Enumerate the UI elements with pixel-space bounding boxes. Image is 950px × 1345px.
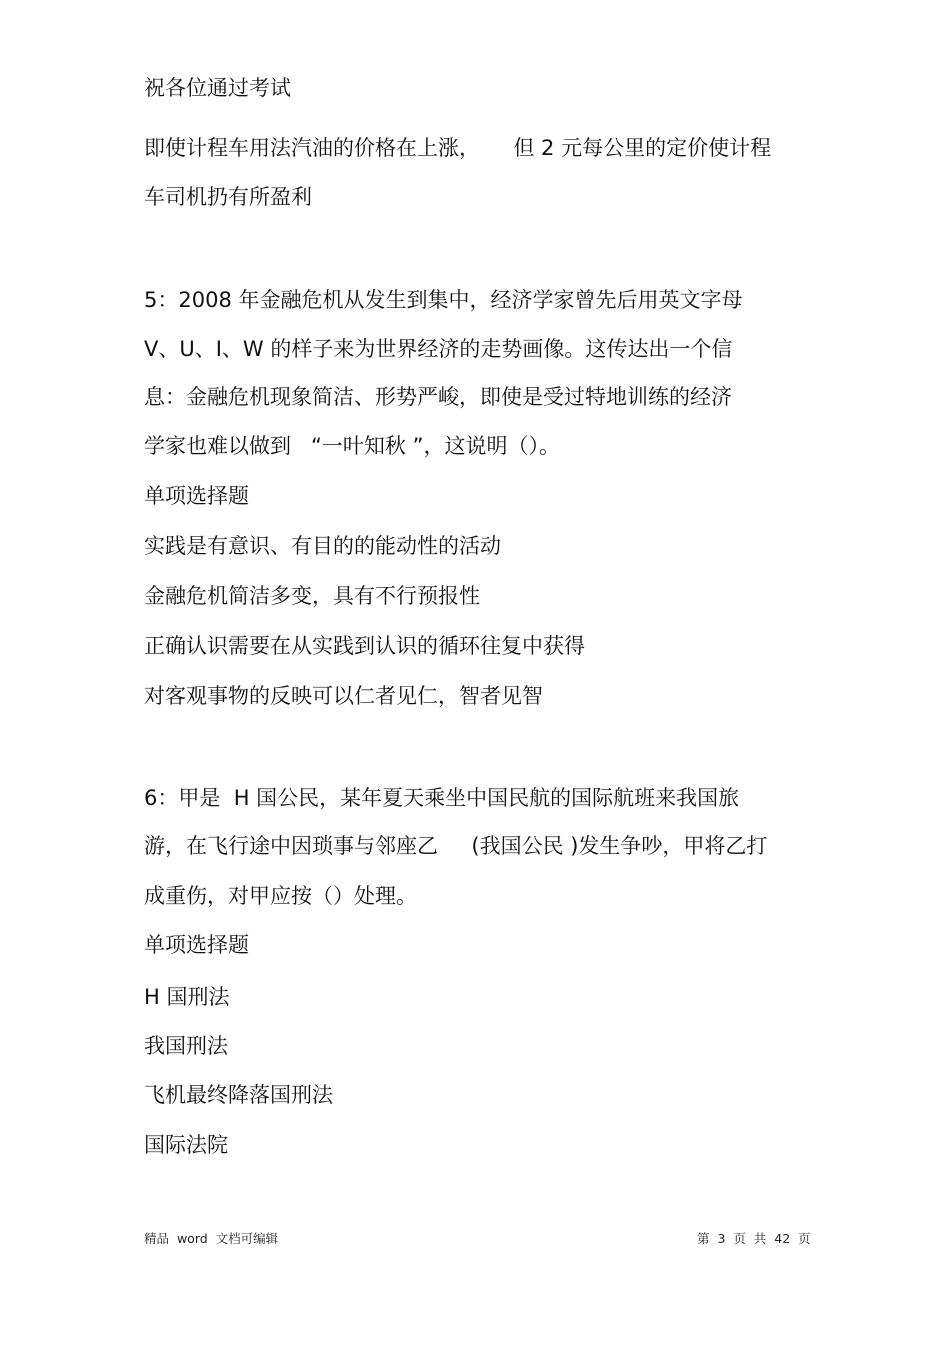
q4-tail-line-2: 车司机扔有所盈利 <box>144 185 312 209</box>
q6-stem-line-2: 游，在飞行途中因琐事与邻座乙 (我国公民 )发生争吵，甲将乙打 <box>144 834 768 858</box>
q6-option-1: H 国刑法 <box>144 985 230 1009</box>
q5-option-2: 金融危机简洁多变，具有不行预报性 <box>144 584 480 608</box>
q5-stem-line-1: 5：2008 年金融危机从发生到集中，经济学家曾先后用英文字母 <box>144 288 743 312</box>
q6-stem-line-3: 成重伤，对甲应按（）处理。 <box>144 884 417 908</box>
q5-stem-line-2: V、U、I、W 的样子来为世界经济的走势画像。这传达出一个信 <box>144 337 733 361</box>
q5-option-3: 正确认识需要在从实践到认识的循环往复中获得 <box>144 634 585 658</box>
q5-option-1: 实践是有意识、有目的的能动性的活动 <box>144 534 501 558</box>
q6-option-4: 国际法院 <box>144 1133 228 1157</box>
q4-tail-line-1: 即使计程车用法汽油的价格在上涨， 但 2 元每公里的定价使计程 <box>144 136 772 160</box>
q5-type-label: 单项选择题 <box>144 484 249 508</box>
q6-type-label: 单项选择题 <box>144 933 249 957</box>
q6-option-3: 飞机最终降落国刑法 <box>144 1083 333 1107</box>
q5-stem-line-3: 息：金融危机现象简洁、形势严峻，即使是受过特地训练的经济 <box>144 385 732 409</box>
footer-left: 精品 word 文档可编辑 <box>144 1231 279 1246</box>
header-line: 祝各位通过考试 <box>144 76 291 100</box>
q6-stem-line-1: 6：甲是 H 国公民，某年夏天乘坐中国民航的国际航班来我国旅 <box>144 786 740 810</box>
q5-option-4: 对客观事物的反映可以仁者见仁，智者见智 <box>144 684 543 708</box>
footer-page-number: 第 3 页 共 42 页 <box>697 1231 811 1246</box>
q5-stem-line-4: 学家也难以做到 “一叶知秋 ”，这说明（）。 <box>144 434 560 458</box>
q6-option-2: 我国刑法 <box>144 1034 228 1058</box>
